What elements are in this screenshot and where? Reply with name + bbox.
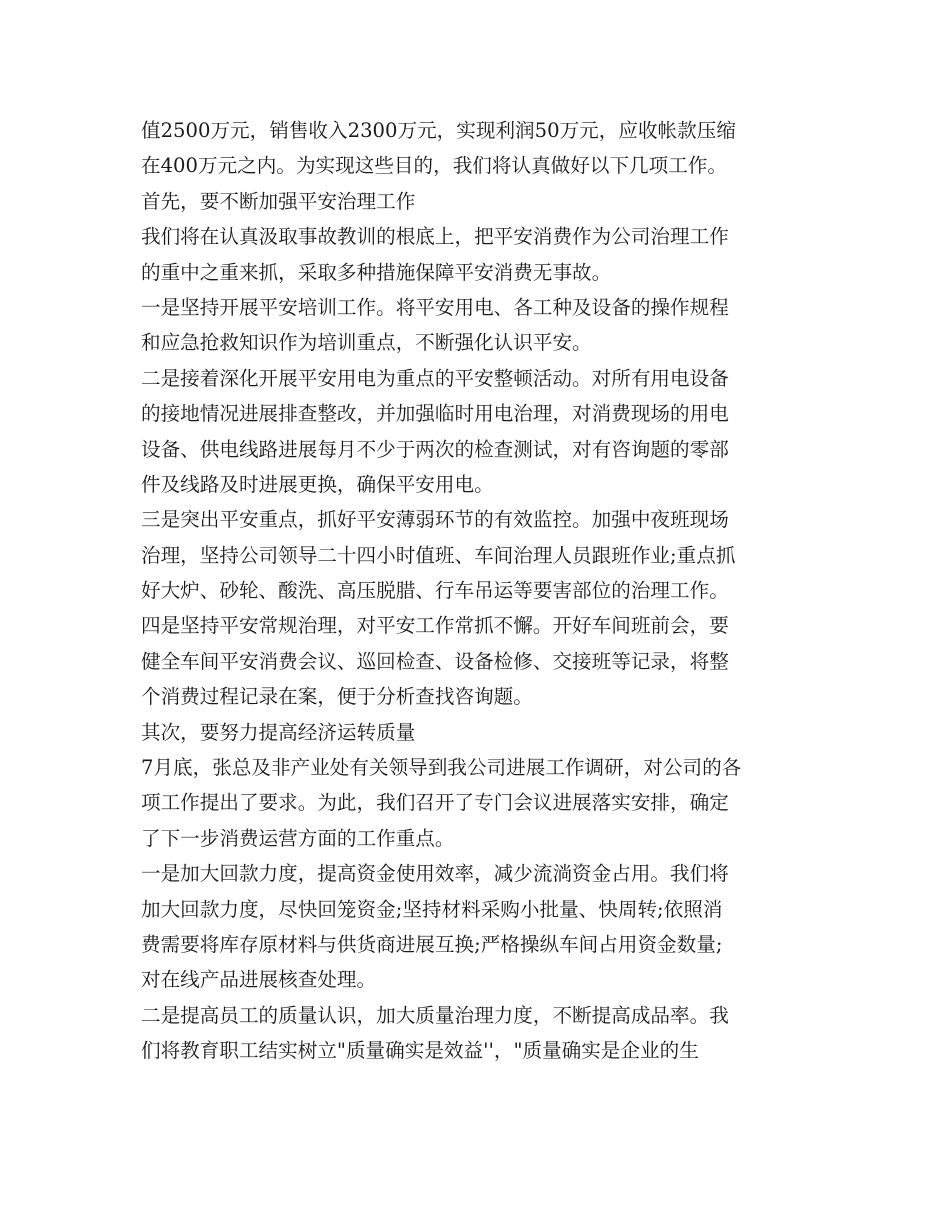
text-line: 个消费过程记录在案，便于分析查找咨询题。 [141,685,533,709]
text-line: 健全车间平安消费会议、巡回检查、设备检修、交接班等记录，将整 [141,649,729,673]
text-line: 项工作提出了要求。为此，我们召开了专门会议进展落实安排，确定 [141,791,729,815]
text-line: 二是提高员工的质量认识，加大质量治理力度，不断提高成品率。我 [141,1003,729,1027]
text-line: 二是接着深化开展平安用电为重点的平安整顿活动。对所有用电设备 [141,366,729,390]
document-body [141,113,821,1069]
text-line: 的重中之重来抓，采取多种措施保障平安消费无事故。 [141,260,612,284]
text-line: 的接地情况进展排查整改，并加强临时用电治理，对消费现场的用电 [141,402,729,426]
text-line: 我们将在认真汲取事故教训的根底上，把平安消费作为公司治理工作 [141,225,729,249]
section-heading: 首先，要不断加强平安治理工作 [141,189,416,213]
text-line: 一是加大回款力度，提高资金使用效率，减少流淌资金占用。我们将 [141,862,729,886]
text-line: 费需要将库存原材料与供货商进展互换;严格操纵车间占用资金数量; [141,932,723,956]
text-line: 了下一步消费运营方面的工作重点。 [141,826,455,850]
text-line: 设备、供电线路进展每月不少于两次的检查测试，对有咨询题的零部 [141,437,729,461]
text-line: 在400万元之内。为实现这些目的，我们将认真做好以下几项工作。 [141,154,728,178]
text-line: 一是坚持开展平安培训工作。将平安用电、各工种及设备的操作规程 [141,295,729,319]
text-line: 加大回款力度，尽快回笼资金;坚持材料采购小批量、快周转;依照消 [141,897,723,921]
text-line: 三是突出平安重点，抓好平安薄弱环节的有效监控。加强中夜班现场 [141,508,729,532]
text-line: 值2500万元，销售收入2300万元，实现利润50万元，应收帐款压缩 [141,119,736,142]
text-line: 治理，坚持公司领导二十四小时值班、车间治理人员跟班作业;重点抓 [141,543,736,567]
text-line: 7月底，张总及非产业处有关领导到我公司进展工作调研，对公司的各 [141,756,742,780]
text-line: 好大炉、砂轮、酸洗、高压脱腊、行车吊运等要害部位的治理工作。 [141,579,729,603]
section-heading: 其次，要努力提高经济运转质量 [141,720,416,744]
text-line: 们将教育职工结实树立"质量确实是效益''，"质量确实是企业的生 [141,1039,699,1063]
text-line: 对在线产品进展核查处理。 [141,968,377,992]
text-line: 四是坚持平安常规治理，对平安工作常抓不懈。开好车间班前会，要 [141,614,729,638]
text-line: 和应急抢救知识作为培训重点，不断强化认识平安。 [141,331,592,355]
text-line: 件及线路及时进展更换，确保平安用电。 [141,472,494,496]
